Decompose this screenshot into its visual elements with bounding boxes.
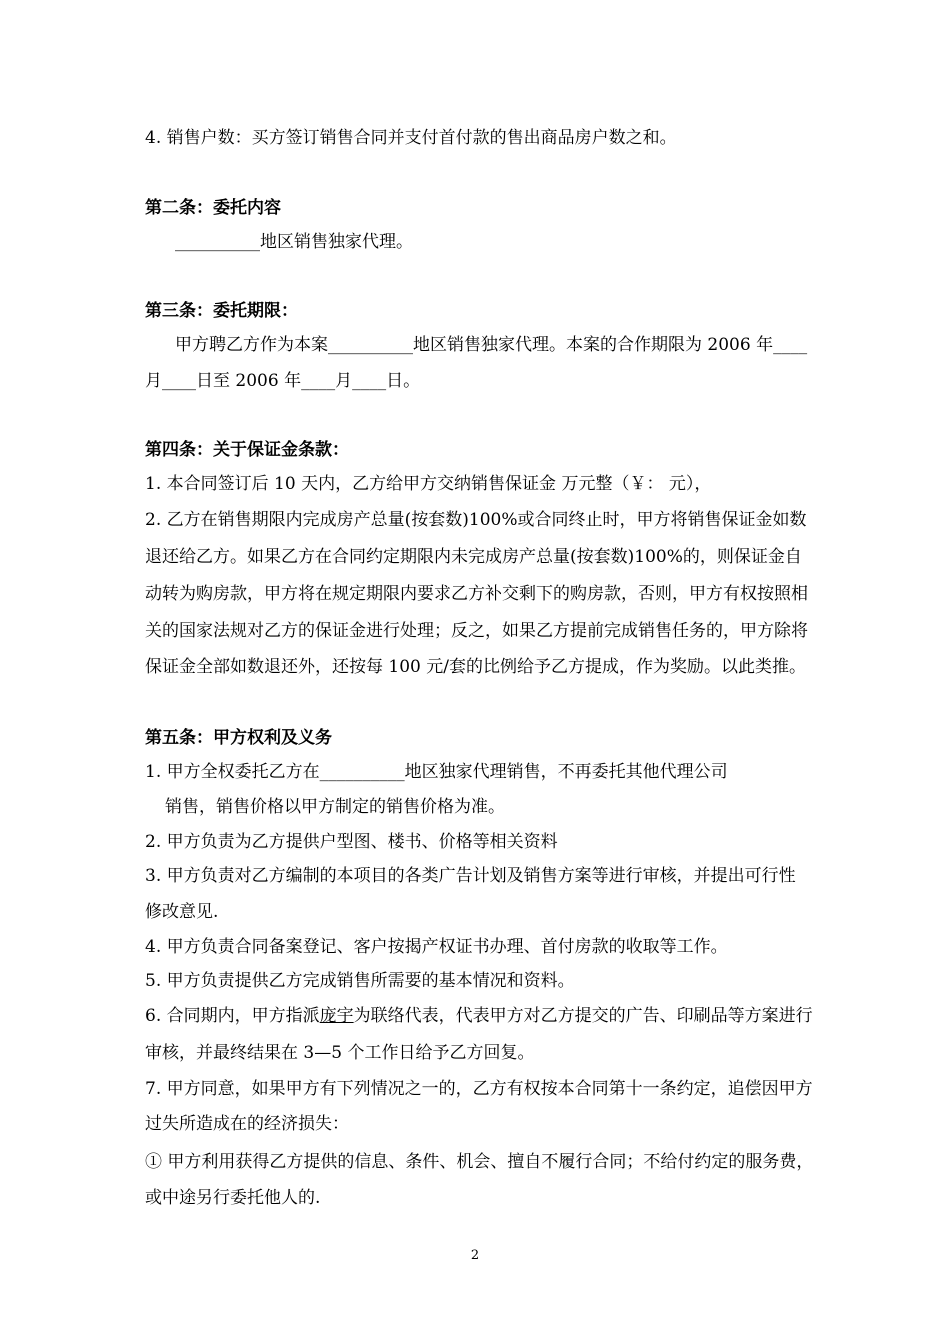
section-5-item-7-line-1: 7. 甲方同意，如果甲方有下列情况之一的，乙方有权按本合同第十一条约定，追偿因甲方 <box>145 1079 813 1099</box>
section-4-item-2-line-4: 关的国家法规对乙方的保证金进行处理；反之，如果乙方提前完成销售任务的，甲方除将 <box>145 621 808 641</box>
section-heading-5: 第五条：甲方权利及义务 <box>145 728 332 748</box>
section-5-item-7-sub-1-line-1: ① 甲方利用获得乙方提供的信息、条件、机会、擅自不履行合同；不给付约定的服务费， <box>145 1152 814 1172</box>
section-5-item-7-line-2: 过失所造成在的经济损失： <box>145 1114 349 1134</box>
section-heading-2: 第二条：委托内容 <box>145 198 281 218</box>
section-3-text-line-2: 月____日至 2006 年____月____日。 <box>145 371 421 391</box>
section-5-item-3-line-1: 3. 甲方负责对乙方编制的本项目的各类广告计划及销售方案等进行审核，并提出可行性 <box>145 866 796 886</box>
section-5-item-1-line-1: 1. 甲方全权委托乙方在__________地区独家代理销售，不再委托其他代理公司 <box>145 762 728 782</box>
section-3-text-line-1: 甲方聘乙方作为本案__________地区销售独家代理。本案的合作期限为 2006 年____ <box>175 335 808 355</box>
section-4-item-2-line-2: 退还给乙方。如果乙方在合同约定期限内未完成房产总量(按套数)100%的，则保证金自 <box>145 547 802 567</box>
section-heading-3: 第三条：委托期限： <box>145 301 298 321</box>
item-6-suffix: 为联络代表，代表甲方对乙方提交的广告、印刷品等方案进行 <box>353 1006 813 1026</box>
item-6-prefix: 6. 合同期内，甲方指派 <box>145 1006 320 1026</box>
section-5-item-2: 2. 甲方负责为乙方提供户型图、楼书、价格等相关资料 <box>145 832 558 852</box>
section-4-item-2-line-1: 2. 乙方在销售期限内完成房产总量(按套数)100%或合同终止时，甲方将销售保证金如数 <box>145 510 807 530</box>
section-5-item-5: 5. 甲方负责提供乙方完成销售所需要的基本情况和资料。 <box>145 971 575 991</box>
clause-1-item-4: 4. 销售户数：买方签订销售合同并支付首付款的售出商品房户数之和。 <box>145 128 677 148</box>
section-4-item-2-line-3: 动转为购房款，甲方将在规定期限内要求乙方补交剩下的购房款，否则，甲方有权按照相 <box>145 584 808 604</box>
section-2-text: __________地区销售独家代理。 <box>175 232 413 252</box>
section-5-item-3-line-2: 修改意见. <box>145 902 219 922</box>
section-4-item-2-line-5: 保证金全部如数退还外，还按每 100 元/套的比例给予乙方提成，作为奖励。以此类推。 <box>145 657 806 677</box>
page-number: 2 <box>470 1248 480 1263</box>
section-heading-4: 第四条：关于保证金条款： <box>145 440 349 460</box>
section-4-item-1: 1. 本合同签订后 10 天内，乙方给甲方交纳销售保证金 万元整（￥： 元）， <box>145 474 712 494</box>
section-5-item-1-line-2: 销售，销售价格以甲方制定的销售价格为准。 <box>165 797 505 817</box>
section-5-item-6-line-1 <box>145 1004 875 1028</box>
section-5-item-4: 4. 甲方负责合同备案登记、客户按揭产权证书办理、首付房款的收取等工作。 <box>145 937 728 957</box>
liaison-name: 庞宇 <box>319 1006 354 1026</box>
section-5-item-6-line-2: 审核，并最终结果在 3—5 个工作日给予乙方回复。 <box>145 1043 535 1063</box>
section-5-item-7-sub-1-line-2: 或中途另行委托他人的. <box>145 1188 321 1208</box>
